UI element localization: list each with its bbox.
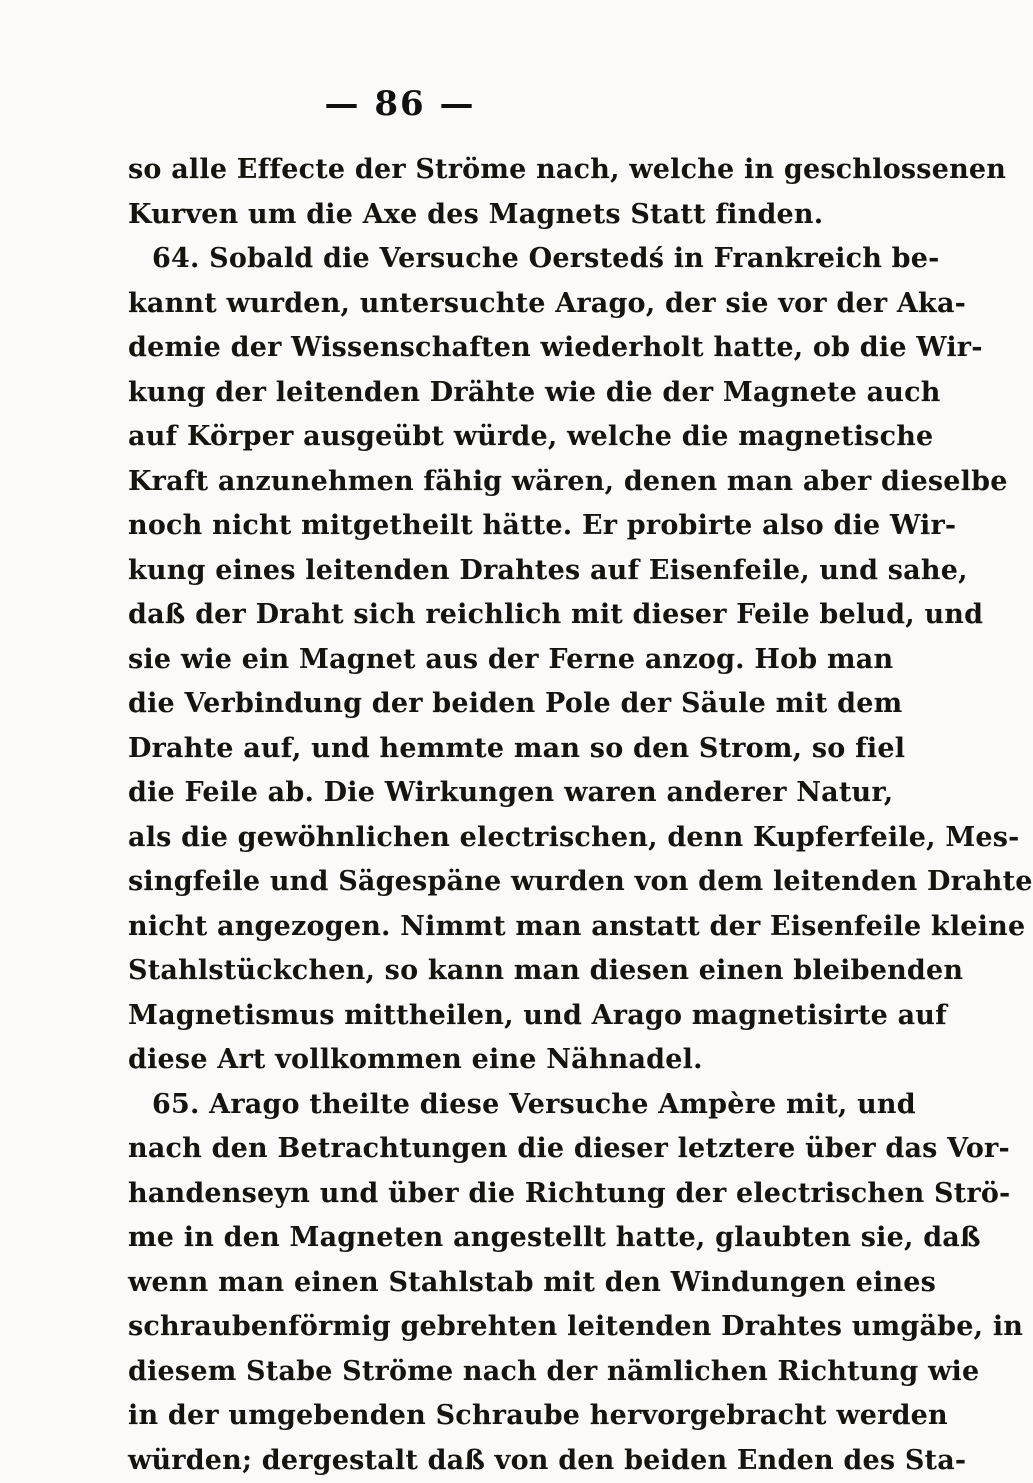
text-line: kannt wurden, untersuchte Arago, der sie vor der Aka- xyxy=(128,282,713,327)
text-line: singfeile und Sägespäne wurden von dem leitenden Drahte xyxy=(128,860,713,905)
text-line: diese Art vollkommen eine Nähnadel. xyxy=(128,1038,713,1083)
page-number: — 86 — xyxy=(0,84,800,124)
text-line: noch nicht mitgetheilt hätte. Er probirte also die Wir- xyxy=(128,504,713,549)
text-line: wenn man einen Stahlstab mit den Windungen eines xyxy=(128,1261,713,1306)
text-line: nach den Betrachtungen die dieser letztere über das Vor- xyxy=(128,1127,713,1172)
text-line: diesem Stabe Ströme nach der nämlichen Richtung wie xyxy=(128,1350,713,1395)
text-line: kung der leitenden Drähte wie die der Magnete auch xyxy=(128,371,713,416)
text-line: Kurven um die Axe des Magnets Statt finden. xyxy=(128,193,713,238)
text-line: demie der Wissenschaften wiederholt hatte, ob die Wir- xyxy=(128,326,713,371)
text-line: würden; dergestalt daß von den beiden Enden des Sta- xyxy=(128,1439,713,1483)
text-line: sie wie ein Magnet aus der Ferne anzog. Hob man xyxy=(128,638,713,683)
text-line: als die gewöhnlichen electrischen, denn Kupferfeile, Mes- xyxy=(128,816,713,861)
text-line: kung eines leitenden Drahtes auf Eisenfeile, und sahe, xyxy=(128,549,713,594)
text-line: schraubenförmig gebrehten leitenden Drahtes umgäbe, in xyxy=(128,1305,713,1350)
text-line: Magnetismus mittheilen, und Arago magnetisirte auf xyxy=(128,994,713,1039)
text-line: handenseyn und über die Richtung der electrischen Strö- xyxy=(128,1172,713,1217)
paragraph-start-line: 64. Sobald die Versuche Oerstedś in Frankreich be- xyxy=(128,237,713,282)
text-line: daß der Draht sich reichlich mit dieser Feile belud, und xyxy=(128,593,713,638)
text-line: die Verbindung der beiden Pole der Säule mit dem xyxy=(128,682,713,727)
text-line: nicht angezogen. Nimmt man anstatt der Eisenfeile kleine xyxy=(128,905,713,950)
text-line: me in den Magneten angestellt hatte, glaubten sie, daß xyxy=(128,1216,713,1261)
body-text xyxy=(128,148,713,1483)
text-line: so alle Effecte der Ströme nach, welche in geschlossenen xyxy=(128,148,713,193)
text-line: Drahte auf, und hemmte man so den Strom, so fiel xyxy=(128,727,713,772)
text-line: Kraft anzunehmen fähig wären, denen man aber dieselbe xyxy=(128,460,713,505)
text-line: auf Körper ausgeübt würde, welche die magnetische xyxy=(128,415,713,460)
text-line: in der umgebenden Schraube hervorgebracht werden xyxy=(128,1394,713,1439)
paragraph-start-line: 65. Arago theilte diese Versuche Ampère mit, und xyxy=(128,1083,713,1128)
text-line: die Feile ab. Die Wirkungen waren anderer Natur, xyxy=(128,771,713,816)
text-line: Stahlstückchen, so kann man diesen einen bleibenden xyxy=(128,949,713,994)
